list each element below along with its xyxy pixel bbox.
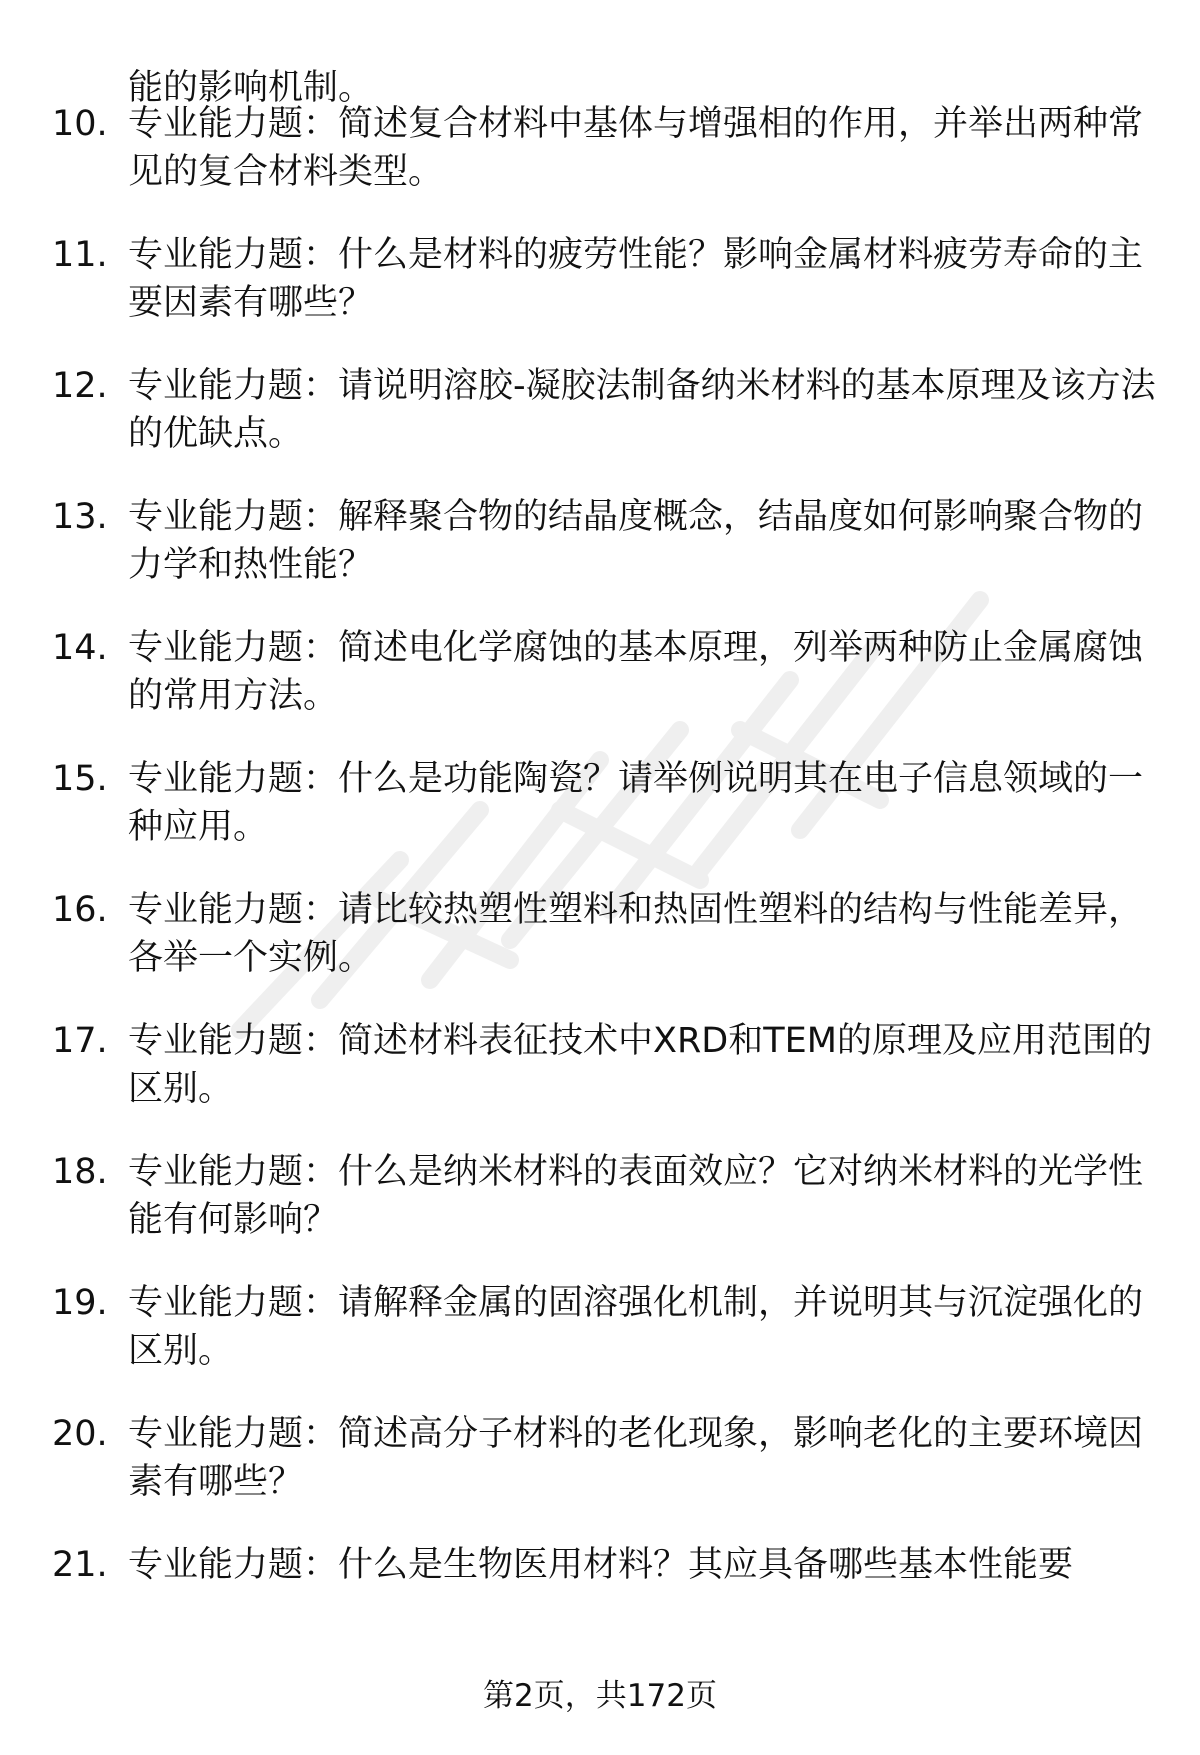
item-number: 20. (52, 1414, 108, 1454)
item-number: 18. (52, 1152, 108, 1192)
item-text: 专业能力题：什么是材料的疲劳性能？影响金属材料疲劳寿命的主要因素有哪些？ (128, 235, 1144, 323)
list-item (0, 100, 1200, 231)
item-text: 专业能力题：简述高分子材料的老化现象，影响老化的主要环境因素有哪些？ (128, 1414, 1144, 1502)
item-text: 专业能力题：什么是功能陶瓷？请举例说明其在电子信息领域的一种应用。 (128, 759, 1144, 847)
item-text: 专业能力题：简述电化学腐蚀的基本原理，列举两种防止金属腐蚀的常用方法。 (128, 628, 1144, 716)
list-item (0, 493, 1200, 624)
item-number: 13. (52, 497, 108, 537)
list-item (0, 1410, 1200, 1541)
question-list (0, 100, 1200, 1672)
list-item (0, 886, 1200, 1017)
item-text: 专业能力题：什么是生物医用材料？其应具备哪些基本性能要 (128, 1545, 1074, 1585)
item-number: 21. (52, 1545, 108, 1585)
list-item (0, 362, 1200, 493)
list-item (0, 1017, 1200, 1148)
page-footer: 第2页，共172页 (483, 1678, 717, 1714)
list-item (0, 231, 1200, 362)
list-item (0, 1541, 1200, 1672)
item-number: 10. (52, 104, 108, 144)
item-text: 专业能力题：请比较热塑性塑料和热固性塑料的结构与性能差异，各举一个实例。 (128, 890, 1144, 978)
item-text: 专业能力题：请说明溶胶-凝胶法制备纳米材料的基本原理及该方法的优缺点。 (128, 366, 1156, 454)
continuation-text: 能的影响机制。 (128, 68, 374, 108)
item-text: 专业能力题：什么是纳米材料的表面效应？它对纳米材料的光学性能有何影响？ (128, 1152, 1144, 1240)
list-item (0, 624, 1200, 755)
item-number: 14. (52, 628, 108, 668)
list-item (0, 1148, 1200, 1279)
item-number: 19. (52, 1283, 108, 1323)
item-number: 15. (52, 759, 108, 799)
list-item (0, 1279, 1200, 1410)
item-text: 专业能力题：简述复合材料中基体与增强相的作用，并举出两种常见的复合材料类型。 (128, 104, 1144, 192)
item-number: 11. (52, 235, 108, 275)
item-number: 12. (52, 366, 108, 406)
item-number: 17. (52, 1021, 108, 1061)
item-number: 16. (52, 890, 108, 930)
item-text: 专业能力题：解释聚合物的结晶度概念，结晶度如何影响聚合物的力学和热性能？ (128, 497, 1144, 585)
item-text: 专业能力题：请解释金属的固溶强化机制，并说明其与沉淀强化的区别。 (128, 1283, 1144, 1371)
list-item (0, 755, 1200, 886)
item-text: 专业能力题：简述材料表征技术中XRD和TEM的原理及应用范围的区别。 (128, 1021, 1152, 1109)
